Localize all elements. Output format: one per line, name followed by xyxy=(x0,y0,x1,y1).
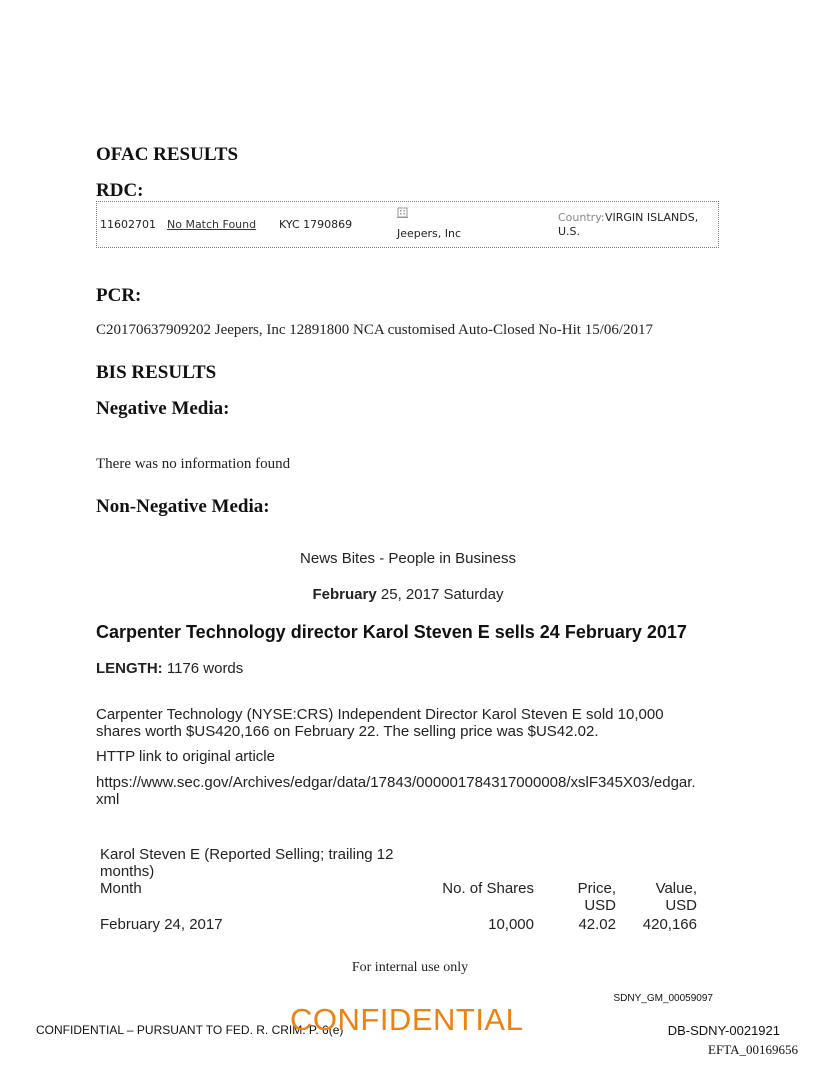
article-length-label: LENGTH: xyxy=(96,660,163,677)
pcr-line: C20170637909202 Jeepers, Inc 12891800 NCA customised Auto-Closed No-Hit 15/06/2017 xyxy=(96,322,654,338)
negative-media-heading: Negative Media: xyxy=(96,398,230,419)
article-source: News Bites - People in Business xyxy=(300,550,516,567)
bis-results-heading: BIS RESULTS xyxy=(96,362,217,383)
col-header-value: Value, xyxy=(655,880,697,897)
col-header-price-unit: USD xyxy=(584,897,616,914)
article-length-value: 1176 words xyxy=(162,660,244,677)
row-shares: 10,000 xyxy=(488,916,534,933)
row-month: February 24, 2017 xyxy=(100,916,223,933)
footer-confidential-left: CONFIDENTIAL – PURSUANT TO FED. R. CRIM. P. 6(e) xyxy=(36,1023,344,1037)
negative-media-text: There was no information found xyxy=(96,456,291,472)
article-date-month: February xyxy=(312,586,377,603)
rdc-result-row xyxy=(96,201,719,248)
rdc-country-value-cont: U.S. xyxy=(558,225,581,238)
article-paragraph-line-1: Carpenter Technology (NYSE:CRS) Independent Director Karol Steven E sold 10,000 xyxy=(96,706,664,723)
col-header-month: Month xyxy=(100,880,142,897)
rdc-country-label: Country: xyxy=(558,211,605,224)
footer-efta-id: EFTA_00169656 xyxy=(708,1042,798,1057)
article-date-rest: 25, 2017 Saturday xyxy=(376,586,504,603)
confidential-stamp: CONFIDENTIAL xyxy=(290,1002,524,1037)
internal-use-note: For internal use only xyxy=(351,960,469,975)
article-date xyxy=(0,586,816,603)
article-link-label: HTTP link to original article xyxy=(96,748,275,765)
article-length xyxy=(96,660,243,677)
pcr-heading: PCR: xyxy=(96,285,142,306)
rdc-heading: RDC: xyxy=(96,180,144,201)
non-negative-media-heading: Non-Negative Media: xyxy=(96,496,270,517)
rdc-match-link[interactable]: No Match Found xyxy=(167,218,257,231)
col-header-value-unit: USD xyxy=(665,897,697,914)
rdc-kyc: KYC 1790869 xyxy=(279,218,353,231)
rdc-country-value: VIRGIN ISLANDS, xyxy=(605,211,699,224)
row-value: 420,166 xyxy=(642,916,697,933)
rdc-entity-name: Jeepers, Inc xyxy=(397,227,462,240)
article-headline: Carpenter Technology director Karol Steven E sells 24 February 2017 xyxy=(96,622,687,642)
col-header-shares: No. of Shares xyxy=(442,880,534,897)
building-icon xyxy=(397,206,408,221)
table-caption-line-2: months) xyxy=(100,863,155,880)
article-url-line-2[interactable]: xml xyxy=(96,791,120,808)
ofac-results-heading: OFAC RESULTS xyxy=(96,144,239,165)
table-caption-line-1: Karol Steven E (Reported Selling; trailing 12 xyxy=(100,846,394,863)
bates-number-top: SDNY_GM_00059097 xyxy=(613,993,713,1004)
article-paragraph-line-2: shares worth $US420,166 on February 22. The selling price was $US42.02. xyxy=(96,723,599,740)
footer-doc-id: DB-SDNY-0021921 xyxy=(667,1023,780,1038)
rdc-id: 11602701 xyxy=(100,218,156,231)
row-price: 42.02 xyxy=(578,916,616,933)
col-header-price: Price, xyxy=(577,880,616,897)
article-url-line-1[interactable]: https://www.sec.gov/Archives/edgar/data/17843/000001784317000008/xslF345X03/edgar. xyxy=(96,774,696,791)
